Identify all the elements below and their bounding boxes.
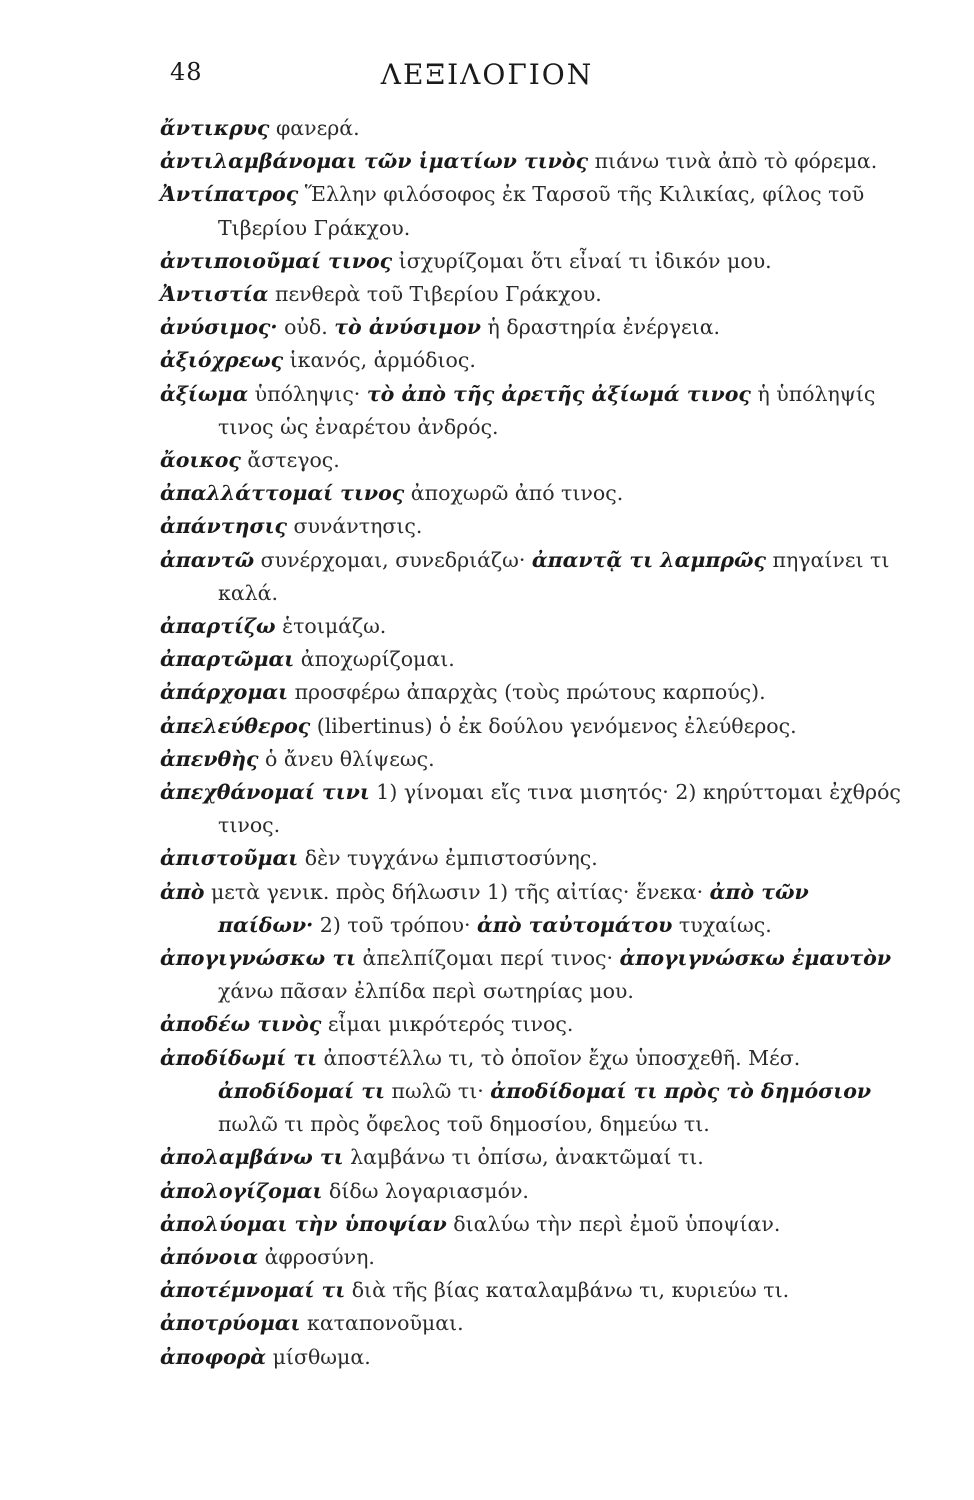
entry-definition: ἡ δραστηρία ἐνέργεια.: [481, 315, 721, 340]
entry-headword: ἀξίωμα: [160, 381, 249, 406]
running-title: ΛΕΞΙΛΟΓΙΟΝ: [380, 58, 594, 91]
entry-definition: ἀποστέλλω τι, τὸ ὁποῖον ἔχω ὑποσχεθῆ. Μέσ.: [317, 1045, 801, 1070]
glossary-entry: [160, 444, 910, 477]
entry-definition: ὁ ἄνευ θλίψεως.: [258, 746, 435, 771]
entry-definition: οὐδ.: [277, 315, 335, 340]
glossary-entry: [160, 842, 910, 875]
entry-headword: ἀπεχθάνομαί τινι: [160, 780, 370, 805]
entry-headword: ἀποφορὰ: [160, 1344, 267, 1369]
entry-definition: καταπονοῦμαι.: [300, 1311, 464, 1336]
entry-headword: ἀπογιγνώσκω ἐμαυτὸν: [619, 946, 892, 971]
entry-definition: συνέρχομαι, συνεδριάζω·: [254, 547, 532, 572]
entry-headword: ἀπόνοια: [160, 1244, 259, 1269]
entry-definition: χάνω πᾶσαν ἐλπίδα περὶ σωτηρίας μου.: [218, 979, 634, 1004]
entry-headword: ἀπὸ ταὐτομάτου: [477, 912, 673, 937]
glossary-entry: [160, 344, 910, 377]
entry-headword: Ἀντίπατρος: [160, 182, 299, 207]
glossary-entry: [160, 1307, 910, 1340]
entry-definition: μετὰ γενικ. πρὸς δήλωσιν 1) τῆς αἰτίας· ἕνεκα·: [204, 879, 710, 904]
glossary-entry: [160, 710, 910, 743]
entry-definition: (libertinus) ὁ ἐκ δούλου γενόμενος ἐλεύθερος.: [310, 713, 797, 738]
glossary-entry: [160, 544, 910, 610]
entry-headword: ἀπάρχομαι: [160, 680, 289, 705]
entry-definition: πενθερὰ τοῦ Τιβερίου Γράκχου.: [268, 282, 602, 307]
glossary-entry: [160, 610, 910, 643]
entry-definition: ἄστεγος.: [240, 448, 340, 473]
glossary-entry: [160, 776, 910, 842]
entry-definition: ἱκανός, ἁρμόδιος.: [283, 348, 476, 373]
entry-definition: Ἕλλην φιλόσοφος ἐκ Ταρσοῦ τῆς Κιλικίας, φίλος τοῦ Τιβερίου Γράκχου.: [218, 182, 865, 240]
entry-headword: ἀπολογίζομαι: [160, 1178, 323, 1203]
glossary-entry: [160, 1274, 910, 1307]
glossary-entry: [160, 1175, 910, 1208]
entry-definition: διὰ τῆς βίας καταλαμβάνω τι, κυριεύω τι.: [345, 1278, 790, 1303]
entry-headword: ἄοικος: [160, 448, 241, 473]
entry-definition: φανερά.: [269, 116, 360, 140]
glossary-entry: [160, 245, 910, 278]
entry-definition: ὑπόληψις·: [248, 381, 367, 406]
glossary-entry: [160, 643, 910, 676]
entry-headword: τὸ ἀπὸ τῆς ἀρετῆς ἀξίωμά τινος: [366, 381, 751, 406]
entry-definition: μίσθωμα.: [266, 1344, 371, 1369]
glossary-entry: [160, 112, 910, 145]
glossary-entry: [160, 676, 910, 709]
glossary-entry: [160, 1241, 910, 1274]
entry-headword: ἄντικρυς: [160, 116, 270, 140]
entry-definition: εἶμαι μικρότερός τινος.: [321, 1012, 574, 1037]
glossary-entry: [160, 1341, 910, 1374]
glossary-entry: [160, 1008, 910, 1041]
entry-headword: ἀπαντᾷ τι λαμπρῶς: [531, 547, 767, 572]
entry-definition: ἀφροσύνη.: [258, 1244, 375, 1269]
entry-headword: ἀπελεύθερος: [160, 713, 311, 738]
entry-definition: προσφέρω ἀπαρχὰς (τοὺς πρώτους καρπούς).: [288, 680, 766, 705]
entry-headword: τὸ ἀνύσιμον: [334, 315, 482, 340]
entry-definition: τυχαίως.: [672, 912, 772, 937]
entry-definition: πωλῶ τι πρὸς ὄφελος τοῦ δημοσίου, δημεύω τι.: [218, 1112, 710, 1137]
entry-definition: 2) τοῦ τρόπου·: [313, 912, 478, 937]
entry-definition: πωλῶ τι·: [384, 1078, 491, 1103]
entry-headword: Ἀντιστία: [160, 282, 269, 307]
entry-headword: ἀπαρτῶμαι: [160, 647, 295, 672]
entry-headword: ἀπαρτίζω: [160, 614, 276, 639]
entry-headword: ἀντιποιοῦμαί τινος: [160, 248, 393, 273]
entry-definition: δὲν τυγχάνω ἐμπιστοσύνης.: [298, 846, 598, 871]
glossary-entry: [160, 510, 910, 543]
entry-headword: ἀνύσιμος·: [160, 315, 278, 340]
entry-headword: ἀπιστοῦμαι: [160, 846, 299, 871]
glossary-entry: [160, 743, 910, 776]
glossary-entry: [160, 178, 910, 244]
entry-headword: ἀπὸ τῶν παίδων·: [218, 879, 809, 937]
entry-headword: ἀπαλλάττομαί τινος: [160, 481, 405, 506]
entry-definition: πιάνω τινὰ ἀπὸ τὸ φόρεμα.: [588, 149, 878, 174]
entry-headword: ἀποδίδωμί τι: [160, 1045, 318, 1070]
glossary-entry: [160, 145, 910, 178]
entry-headword: ἀπάντησις: [160, 514, 287, 539]
entry-headword: ἀποτέμνομαί τι: [160, 1278, 346, 1303]
glossary-entry: [160, 378, 910, 444]
entry-headword: ἀποτρύομαι: [160, 1311, 301, 1336]
entry-definition: διαλύω τὴν περὶ ἐμοῦ ὑποψίαν.: [446, 1211, 781, 1236]
glossary-entry: [160, 1208, 910, 1241]
entry-headword: ἀπὸ: [160, 879, 205, 904]
entry-headword: ἀπολαμβάνω τι: [160, 1145, 344, 1170]
entry-definition: ἀπελπίζομαι περί τινος·: [356, 946, 620, 971]
entry-definition: ἰσχυρίζομαι ὅτι εἶναί τι ἰδικόν μου.: [392, 248, 772, 273]
entry-headword: ἀπολύομαι τὴν ὑποψίαν: [160, 1211, 447, 1236]
glossary-entry: [160, 1141, 910, 1174]
entry-headword: ἀπογιγνώσκω τι: [160, 946, 357, 971]
entry-headword: ἀντιλαμβάνομαι τῶν ἱματίων τινὸς: [160, 149, 589, 174]
glossary-entry: [160, 876, 910, 942]
entry-headword: ἀπαντῶ: [160, 547, 255, 572]
glossary-entry: [160, 942, 910, 1008]
glossary-entry: [160, 278, 910, 311]
entry-definition: ἑτοιμάζω.: [275, 614, 387, 639]
entry-definition: πηγαίνει τι καλά.: [218, 547, 890, 605]
glossary-entry: [160, 477, 910, 510]
entry-definition: ἡ ὑπόληψίς τινος ὡς ἐναρέτου ἀνδρός.: [218, 381, 876, 439]
entry-definition: συνάντησις.: [287, 514, 423, 539]
entry-definition: 1) γίνομαι εἴς τινα μισητός· 2) κηρύττομαι ἐχθρός τινος.: [218, 780, 901, 838]
entry-headword: ἀπενθὴς: [160, 746, 259, 771]
entry-definition: ἀποχωρῶ ἀπό τινος.: [404, 481, 624, 506]
entry-headword: ἀποδέω τινὸς: [160, 1012, 322, 1037]
entry-definition: δίδω λογαριασμόν.: [322, 1178, 529, 1203]
glossary-entries: [160, 112, 910, 1374]
entry-definition: λαμβάνω τι ὀπίσω, ἀνακτῶμαί τι.: [343, 1145, 704, 1170]
entry-definition: ἀποχωρίζομαι.: [294, 647, 455, 672]
page-header: [0, 58, 974, 98]
entry-headword: ἀποδίδομαί τι πρὸς τὸ δημόσιον: [490, 1078, 872, 1103]
glossary-entry: [160, 311, 910, 344]
entry-headword: ἀποδίδομαί τι: [218, 1078, 385, 1103]
entry-headword: ἀξιόχρεως: [160, 348, 284, 373]
page-number: 48: [170, 58, 203, 86]
glossary-entry: [160, 1042, 910, 1142]
